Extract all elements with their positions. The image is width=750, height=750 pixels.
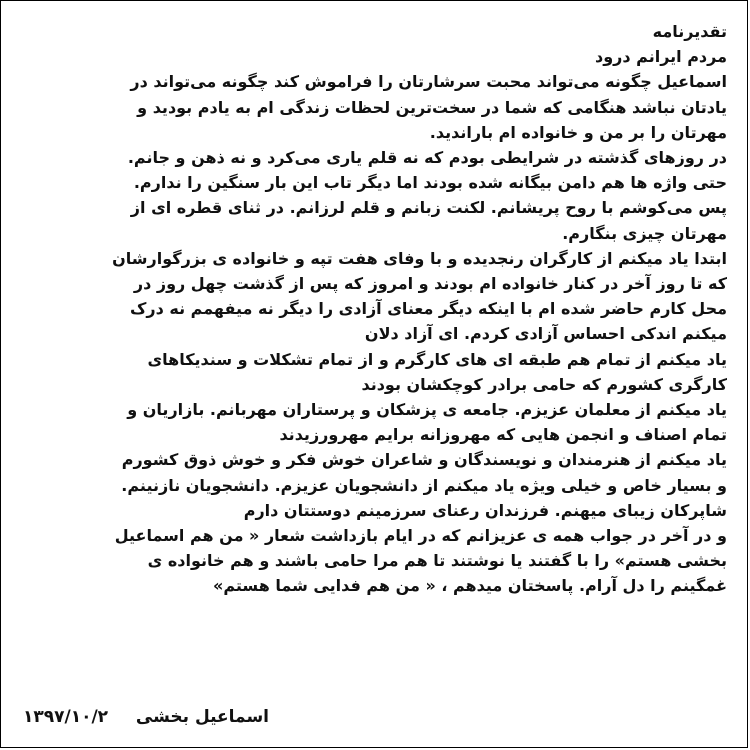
letter-line: حتی واژه ها هم دامن بیگانه شده بودند اما دیگر تاب این بار سنگین را ندارم.	[133, 173, 727, 193]
letter-line: تمام اصناف و انجمن هایی که مهروزانه برایم مهرورزیدند	[279, 425, 727, 445]
letter-line: پس می‌کوشم با روح پریشانم. لکنت زبانم و قلم لرزانم. در ثنای قطره ای از	[130, 198, 727, 218]
letter-line: ابتدا یاد میکنم از کارگران رنجدیده و با وفای هفت تپه و خانواده ی بزرگوارشان	[112, 248, 727, 268]
letter-line: در روزهای گذشته در شرایطی بودم که نه قلم یاری می‌کرد و نه ذهن و جانم.	[127, 148, 727, 168]
letter-body	[15, 19, 727, 599]
letter-line: غمگینم را دل آرام. پاسختان میدهم ، « من هم فدایی شما هستم»	[213, 576, 727, 596]
letter-line: اسماعیل چگونه می‌تواند محبت سرشارتان را فراموش کند چگونه می‌تواند در	[130, 72, 727, 92]
letter-line: مهرتان چیزی بنگارم.	[562, 223, 727, 243]
letter-line: یاد میکنم از تمام هم طبقه ای های کارگرم و از تمام تشکلات و سندیکاهای	[147, 349, 727, 369]
letter-line: مهرتان را بر من و خانواده ام باراندید.	[429, 122, 727, 142]
letter-line: شاپرکان زیبای میهنم. فرزندان رعنای سرزمینم دوستتان دارم	[243, 500, 727, 520]
letter-line: یادتان نباشد هنگامی که شما در سخت‌ترین لحظات زندگی ام به یادم بودید و	[137, 97, 727, 117]
letter-greeting: مردم ایرانم درود	[595, 47, 727, 67]
letter-line: محل کارم حاضر شده ام با اینکه دیگر معنای آزادی را دیگر نه میفهمم نه درک	[129, 299, 727, 319]
date-text: ۱۳۹۷/۱۰/۲	[23, 707, 109, 727]
letter-line: بخشی هستم» را با گفتند یا نوشتند تا هم مرا حامی باشند و هم خانواده ی	[147, 551, 727, 571]
signature: اسماعیل بخشی	[135, 707, 269, 727]
letter-line: و بسیار خاص و خیلی ویژه یاد میکنم از دانشجویان عزیزم. دانشجویان نازنینم.	[121, 475, 727, 495]
letter-line: کارگری کشورم که حامی برادر کوچکشان بودند	[361, 374, 727, 394]
letter-line: که تا روز آخر در کنار خانواده ام بودند و امروز که پس از گذشت چهل روز در	[133, 274, 727, 294]
letter-line: یاد میکنم از هنرمندان و نویسندگان و شاعران خوش فکر و خوش ذوق کشورم	[121, 450, 727, 470]
letter-line: و در آخر در جواب همه ی عزیزانم که در ایام بازداشت شعار « من هم اسماعیل	[114, 526, 727, 546]
letter-line: میکنم اندکی احساس آزادی کردم. ای آزاد دلان	[364, 324, 727, 344]
letter-line: یاد میکنم از معلمان عزیزم. جامعه ی پزشکان و پرستاران مهربانم. بازاریان و	[127, 400, 727, 420]
letter-title: تقدیرنامه	[652, 22, 727, 41]
